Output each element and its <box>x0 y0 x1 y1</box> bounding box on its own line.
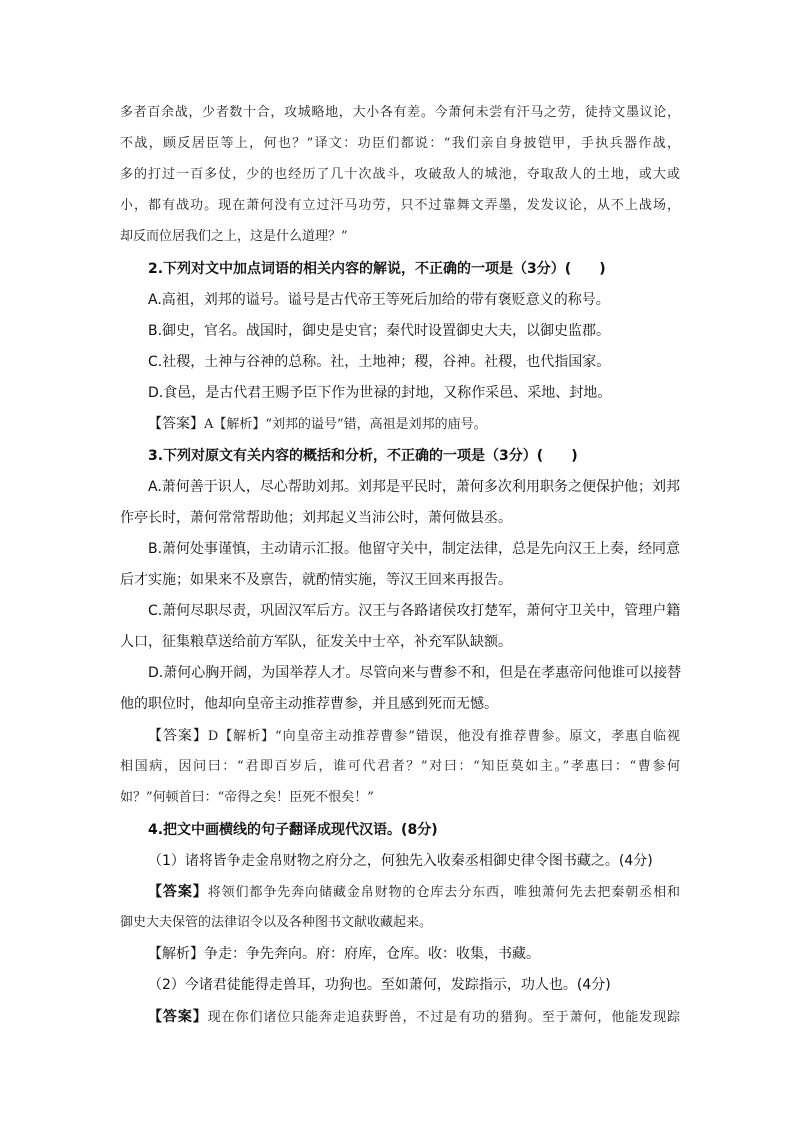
q4-s1-analysis-text: 争走：争先奔向。府：府库，仓库。收：收集，书藏。 <box>204 946 540 962</box>
q4-s1-answer-line <box>148 882 680 903</box>
answer-tag: 【答案】 <box>148 884 208 900</box>
q2-option-b: B.御史，官名。战国时，御史是史官；秦代时设置御史大夫，以御史监郡。 <box>148 323 611 339</box>
q3-option-d-line: D.萧何心胸开阔，为国举荐人才。尽管向来与曹参不和，但是在孝惠帝问他谁可以接替 <box>148 665 682 681</box>
answer-tag: 【答案】 <box>148 1009 208 1025</box>
q4-s1-analysis <box>148 944 680 964</box>
answer-tag: 【答案】 <box>148 728 208 744</box>
q2-answer <box>148 414 680 435</box>
q2-option-d: D.食邑，是古代君王赐予臣下作为世禄的封地，又称作采邑、采地、封地。 <box>148 385 612 401</box>
q3-answer-text: D【解析】“向皇帝主动推荐曹参”错误，他没有推荐曹参。原文，孝惠自临视 <box>207 729 681 744</box>
q2-option-c: C.社稷，土神与谷神的总称。社，土地神；稷，谷神。社稷，也代指国家。 <box>148 354 611 370</box>
q2-option-a: A.高祖，刘邦的谥号。谥号是古代帝王等死后加给的带有褒贬意义的称号。 <box>148 292 610 308</box>
q4-s2-answer-text: 现在你们诸位只能奔走追获野兽，不过是有功的猎狗。至于萧何，他能发现踪 <box>207 1010 680 1025</box>
q4-sentence-1: （1）诸将皆争走金帛财物之府分之，何独先入收秦丞相御史律令图书藏之。(4分) <box>148 853 653 869</box>
q3-answer-line <box>148 726 680 747</box>
q3-option-b-line: B.萧何处事谨慎，主动请示汇报。他留守关中，制定法律，总是先向汉王上奏，经同意 <box>148 541 681 557</box>
passage-line: 却反而位居我们之上，这是什么道理？” <box>120 229 348 244</box>
analysis-tag: 【解析】 <box>148 946 204 962</box>
q3-answer-line: 相国病，因问曰：“君即百岁后，谁可代君者？”对曰：“知臣莫如主。”孝惠曰：“曹参何 <box>120 759 680 774</box>
question-2-title: 2.下列对文中加点词语的相关内容的解说，不正确的一项是（3分）( ) <box>148 261 606 277</box>
passage-line: 多的打过一百多仗，少的也经历了几十次战斗，攻破敌人的城池，夺取敌人的土地，或大或 <box>120 167 680 182</box>
q4-s2-answer-line <box>148 1007 680 1028</box>
q3-option-c-line: 人口，征集粮草送给前方军队，征发关中士卒，补充军队缺额。 <box>120 634 512 650</box>
q2-answer-text: A【解析】“刘邦的谥号”错，高祖是刘邦的庙号。 <box>204 417 487 432</box>
passage-line: 多者百余战，少者数十合，攻城略地，大小各有差。今萧何未尝有汗马之劳，徒持文墨议论， <box>120 105 680 120</box>
q3-option-a-line: 作亭长时，萧何常常帮助他；刘邦起义当沛公时，萧何做县丞。 <box>120 510 512 526</box>
q4-s1-answer-text: 将领们都争先奔向储藏金帛财物的仓库去分东西，唯独萧何先去把秦朝丞相和 <box>207 885 680 900</box>
answer-tag: 【答案】 <box>148 416 204 432</box>
question-4-title: 4.把文中画横线的句子翻译成现代汉语。(8分) <box>148 822 438 838</box>
q3-option-a-line: A.萧何善于识人，尽心帮助刘邦。刘邦是平民时，萧何多次利用职务之便保护他；刘邦 <box>148 479 680 495</box>
q3-option-c-line: C.萧何尽职尽责，巩固汉军后方。汉王与各路诸侯攻打楚军，萧何守卫关中，管理户籍 <box>148 603 681 619</box>
passage-line: 不战，顾反居臣等上，何也？”译文：功臣们都说：“我们亲自身披铠甲，手执兵器作战， <box>120 136 680 151</box>
q4-sentence-2: （2）今诸君徒能得走兽耳，功狗也。至如萧何，发踪指示，功人也。(4分) <box>148 977 611 993</box>
q3-answer-line: 如？”何顿首曰：“帝得之矣！臣死不恨矣！” <box>120 790 374 805</box>
q4-s1-answer-line: 御史大夫保管的法律诏令以及各种图书文献收藏起来。 <box>120 915 433 930</box>
q3-option-b-line: 后才实施；如果来不及禀告，就酌情实施，等汉王回来再报告。 <box>120 572 512 588</box>
passage-line: 小，都有战功。现在萧何没有立过汗马功劳，只不过靠舞文弄墨，发发议论，从不上战场， <box>120 198 680 213</box>
q3-option-d-line: 他的职位时，他却向皇帝主动推荐曹参，并且感到死而无憾。 <box>120 696 498 712</box>
question-3-title: 3.下列对原文有关内容的概括和分析，不正确的一项是（3分）( ) <box>148 448 578 464</box>
